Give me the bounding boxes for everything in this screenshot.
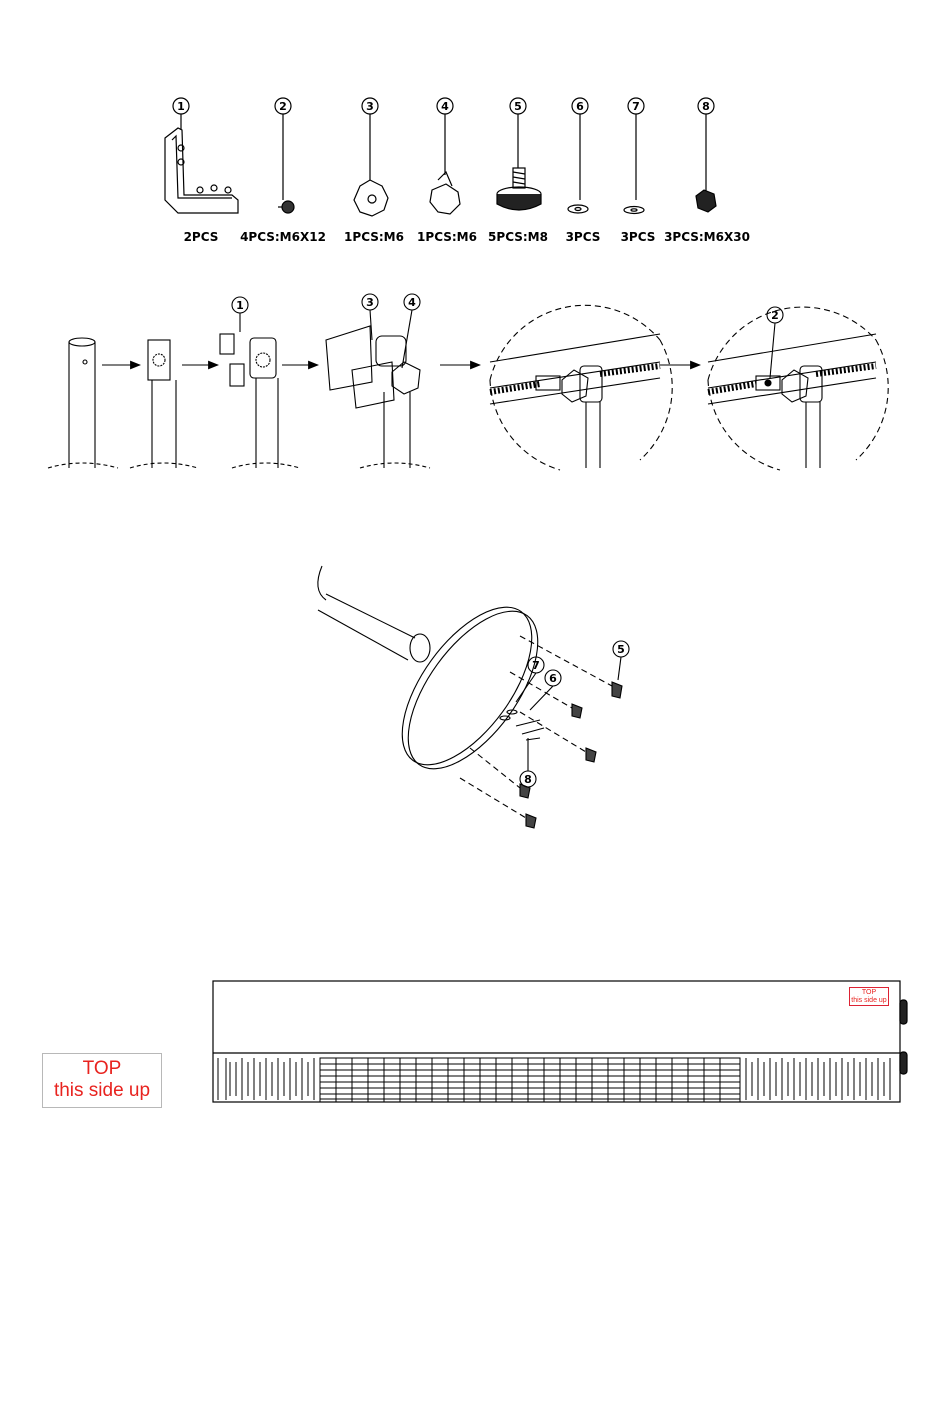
- part-8-qty: 3PCS:M6X30: [664, 230, 750, 244]
- panel-knob-bottom: [900, 1052, 907, 1074]
- step-callout-4: 4: [408, 296, 416, 309]
- leveling-foot-icon: [497, 168, 541, 210]
- panel-knob-top: [900, 1000, 907, 1024]
- part-2: [275, 98, 294, 213]
- base-assembly: [318, 566, 629, 828]
- steps-callout-numbers: [236, 296, 779, 322]
- part-4-number: 4: [441, 100, 449, 113]
- step-6-detail: [708, 307, 888, 470]
- step-callout-1: 1: [236, 299, 244, 312]
- panel-left-slots: [218, 1058, 314, 1100]
- part-3: [354, 98, 388, 216]
- base-hardware: [500, 710, 544, 740]
- star-knob-bolt-icon: [430, 172, 460, 214]
- base-callout-8: 8: [524, 773, 532, 786]
- foot-1: [612, 682, 622, 698]
- screw-icon: [278, 201, 294, 213]
- top-this-side-up-label: [42, 1053, 162, 1108]
- step-2-collar: [130, 340, 198, 468]
- part-5-qty: 5PCS:M8: [488, 230, 548, 244]
- pole-collar: [410, 634, 430, 662]
- panel-top-label-small: [849, 987, 889, 1006]
- top-label-line1: TOP: [82, 1058, 122, 1079]
- hex-bolt-icon: [696, 190, 716, 212]
- star-knob-nut-icon: [354, 180, 388, 216]
- part-7: [624, 98, 644, 214]
- part-5: [497, 98, 541, 210]
- part-6-number: 6: [576, 100, 584, 113]
- parts-list: [165, 98, 716, 216]
- step-1-pole: [48, 338, 118, 468]
- step-3-brackets: [220, 297, 300, 468]
- lock-washer-icon: [568, 205, 588, 213]
- part-7-number: 7: [632, 100, 640, 113]
- part-2-number: 2: [279, 100, 287, 113]
- panel-top-label-small-line1: TOP: [861, 989, 877, 996]
- part-3-qty: 1PCS:M6: [344, 230, 404, 244]
- part-8: [696, 98, 716, 212]
- panel-top-label-small-line2: this side up: [851, 997, 887, 1004]
- part-5-number: 5: [514, 100, 522, 113]
- panel-outline: [213, 981, 900, 1102]
- base-plate: [377, 586, 562, 791]
- part-4: [430, 98, 460, 214]
- part-1: [165, 98, 238, 213]
- panel-drawing: [213, 981, 907, 1102]
- top-label-line2: this side up: [53, 1080, 151, 1101]
- parts-quantities: [184, 230, 750, 244]
- flat-washer-icon: [624, 207, 644, 214]
- base-callout-6: 6: [549, 672, 557, 685]
- step-callout-2: 2: [771, 309, 779, 322]
- part-7-qty: 3PCS: [620, 230, 656, 244]
- part-3-number: 3: [366, 100, 374, 113]
- part-6: [568, 98, 588, 213]
- assembly-steps: [48, 294, 888, 470]
- foot-2: [572, 704, 582, 718]
- part-1-number: 1: [177, 100, 185, 113]
- part-6-qty: 3PCS: [565, 230, 601, 244]
- step-5-detail: [490, 305, 672, 470]
- l-bracket-icon: [165, 128, 238, 213]
- step-callout-3: 3: [366, 296, 374, 309]
- part-2-qty: 4PCS:M6X12: [240, 230, 326, 244]
- base-callout-5: 5: [617, 643, 625, 656]
- base-callout-7: 7: [532, 659, 540, 672]
- panel-center-grid: [320, 1058, 740, 1102]
- part-1-qty: 2PCS: [183, 230, 219, 244]
- foot-3: [586, 748, 596, 762]
- foot-5: [526, 814, 536, 828]
- step-4-knobs: [326, 294, 430, 468]
- panel-right-slots: [746, 1058, 890, 1100]
- part-8-number: 8: [702, 100, 710, 113]
- part-4-qty: 1PCS:M6: [417, 230, 477, 244]
